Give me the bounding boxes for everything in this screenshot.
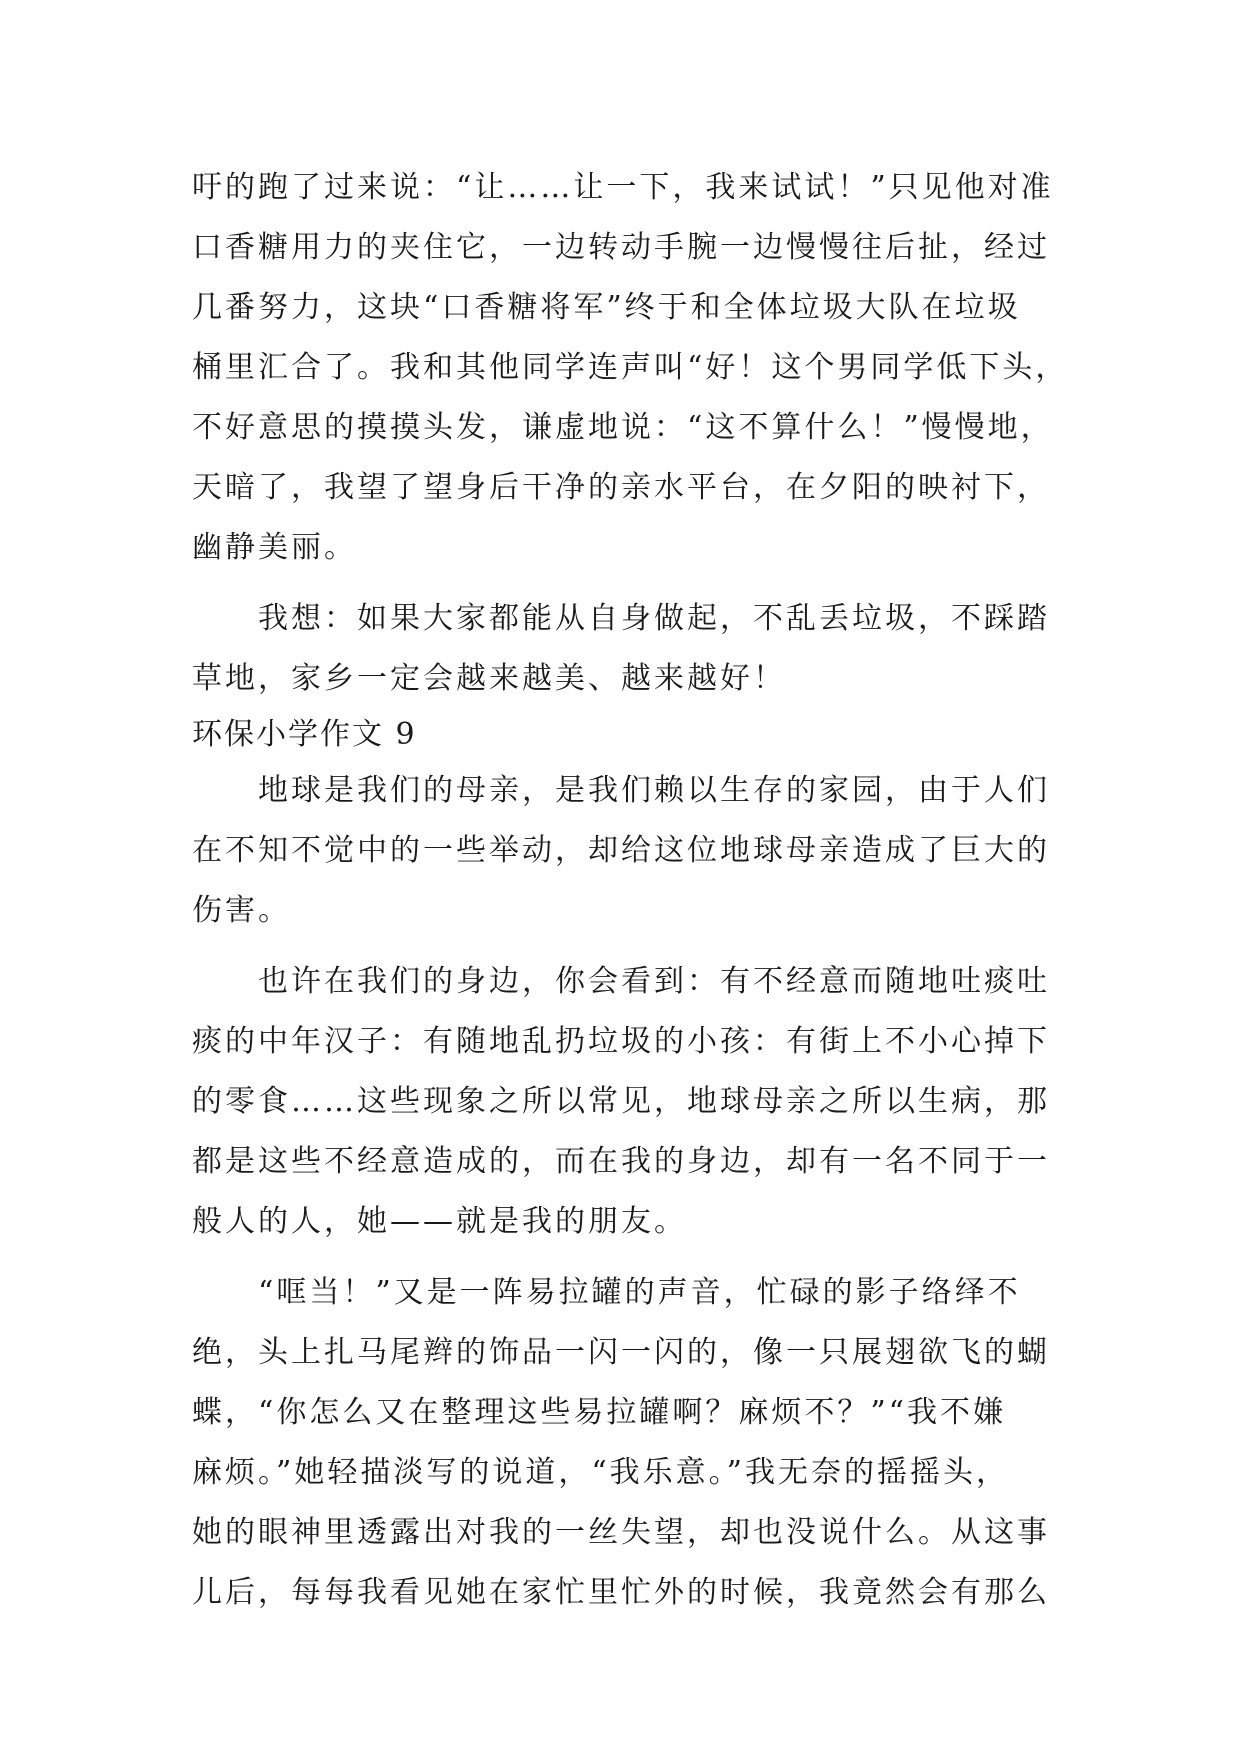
text-line: 吁的跑了过来说：“让……让一下，我来试试！”只见他对准 [192, 170, 1054, 205]
text-line: 的零食……这些现象之所以常见，地球母亲之所以生病，那 [192, 1084, 1050, 1119]
text-line: 痰的中年汉子：有随地乱扔垃圾的小孩：有街上不小心掉下 [192, 1024, 1050, 1059]
text-line: 天暗了，我望了望身后干净的亲水平台，在夕阳的映衬下， [192, 470, 1050, 505]
text-line: 绝，头上扎马尾辫的饰品一闪一闪的，像一只展翅欲飞的蝴 [192, 1335, 1050, 1370]
essay-body [192, 158, 1072, 1623]
text-line: 桶里汇合了。我和其他同学连声叫“好！这个男同学低下头， [192, 350, 1069, 385]
text-line: 幽静美丽。 [192, 530, 357, 565]
text-line: 她的眼神里透露出对我的一丝失望，却也没说什么。从这事 [192, 1515, 1050, 1550]
text-line: 几番努力，这块“口香糖将军”终于和全体垃圾大队在垃圾 [192, 290, 1021, 325]
section-heading: 环保小学作文 9 [192, 717, 417, 752]
text-line: 不好意思的摸摸头发，谦虚地说：“这不算什么！”慢慢地， [192, 410, 1054, 445]
text-line: 儿后，每每我看见她在家忙里忙外的时候，我竟然会有那么 [192, 1575, 1050, 1610]
text-line: 蝶，“你怎么又在整理这些易拉罐啊？麻烦不？”“我不嫌 [192, 1395, 1007, 1430]
text-line: 口香糖用力的夹住它，一边转动手腕一边慢慢往后扯，经过 [192, 230, 1050, 265]
text-line: 伤害。 [192, 893, 291, 928]
paragraph-first-line: 地球是我们的母亲，是我们赖以生存的家园，由于人们 [258, 773, 1050, 808]
paragraph-first-line: 也许在我们的身边，你会看到：有不经意而随地吐痰吐 [258, 964, 1050, 999]
paragraph-first-line: “哐当！”又是一阵易拉罐的声音，忙碌的影子络绎不 [258, 1275, 1021, 1310]
text-line: 在不知不觉中的一些举动，却给这位地球母亲造成了巨大的 [192, 833, 1050, 868]
text-line: 都是这些不经意造成的，而在我的身边，却有一名不同于一 [192, 1144, 1050, 1179]
paragraph-first-line: 我想：如果大家都能从自身做起，不乱丢垃圾，不踩踏 [258, 601, 1050, 636]
text-line: 般人的人，她——就是我的朋友。 [192, 1204, 687, 1239]
text-line: 麻烦。”她轻描淡写的说道，“我乐意。”我无奈的摇摇头， [192, 1455, 1010, 1490]
text-line: 草地，家乡一定会越来越美、越来越好！ [192, 661, 786, 696]
